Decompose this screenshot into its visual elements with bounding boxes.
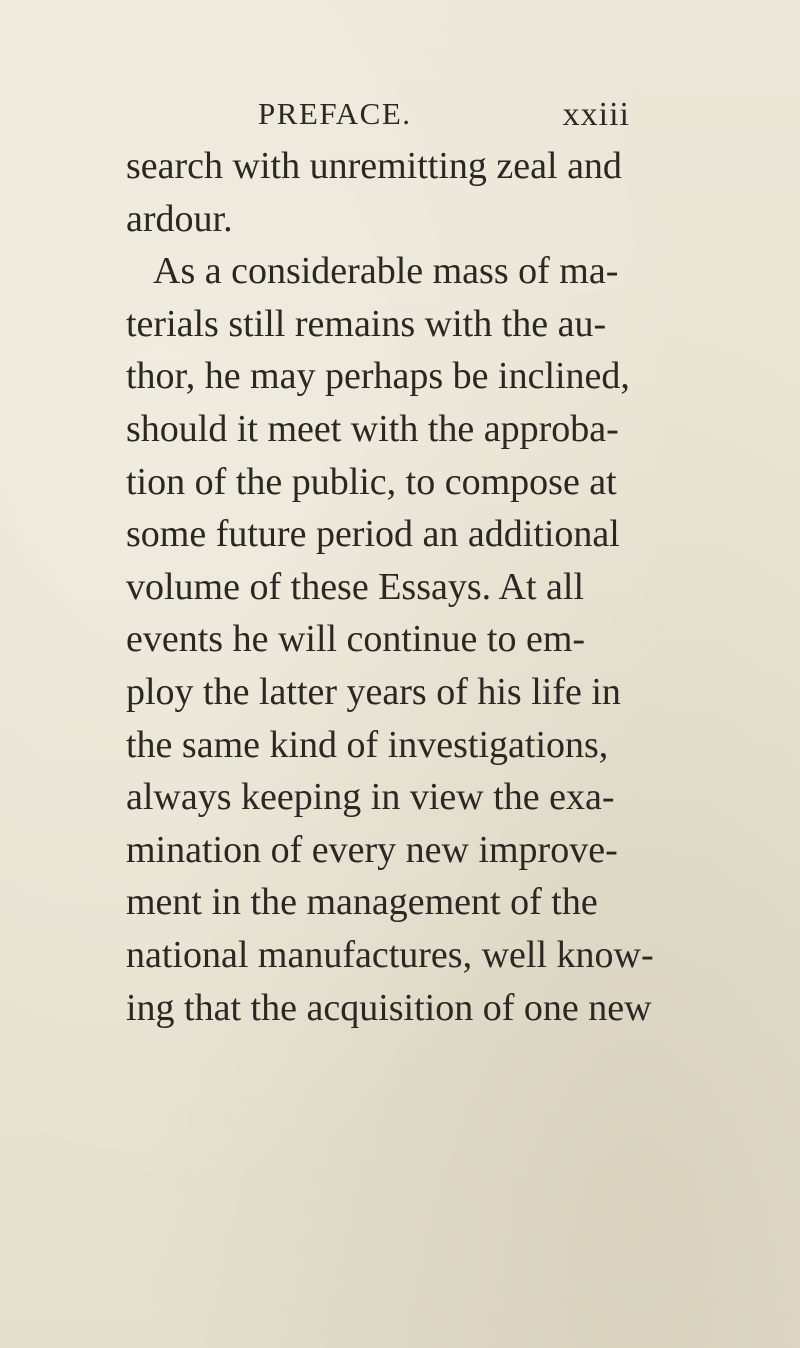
text-line: mination of every new improve- [126, 828, 618, 871]
paragraph-start-line: As a considerable mass of ma- [153, 250, 619, 293]
text-line: ploy the latter years of his life in [126, 670, 621, 713]
text-line: ment in the management of the [126, 881, 598, 924]
text-line: volume of these Essays. At all [126, 565, 585, 608]
text-line: events he will continue to em- [126, 618, 586, 661]
text-line: terials still remains with the au- [126, 302, 607, 345]
text-line: thor, he may perhaps be inclined, [126, 355, 630, 398]
running-title: PREFACE. [258, 96, 412, 131]
page-header [258, 96, 630, 146]
text-line: some future period an additional [126, 513, 620, 556]
text-line: tion of the public, to compose at [126, 460, 617, 503]
text-line: the same kind of investigations, [126, 723, 609, 766]
text-line: ing that the acquisition of one new [126, 986, 652, 1029]
text-line: national manufactures, well know- [126, 933, 654, 976]
text-line: should it meet with the approba- [126, 407, 619, 450]
text-line: ardour. [126, 197, 233, 240]
text-line: always keeping in view the exa- [126, 776, 615, 819]
text-line: search with unremitting zeal and [126, 145, 622, 187]
page-number: xxiii [562, 96, 630, 133]
body-text [126, 140, 654, 1034]
